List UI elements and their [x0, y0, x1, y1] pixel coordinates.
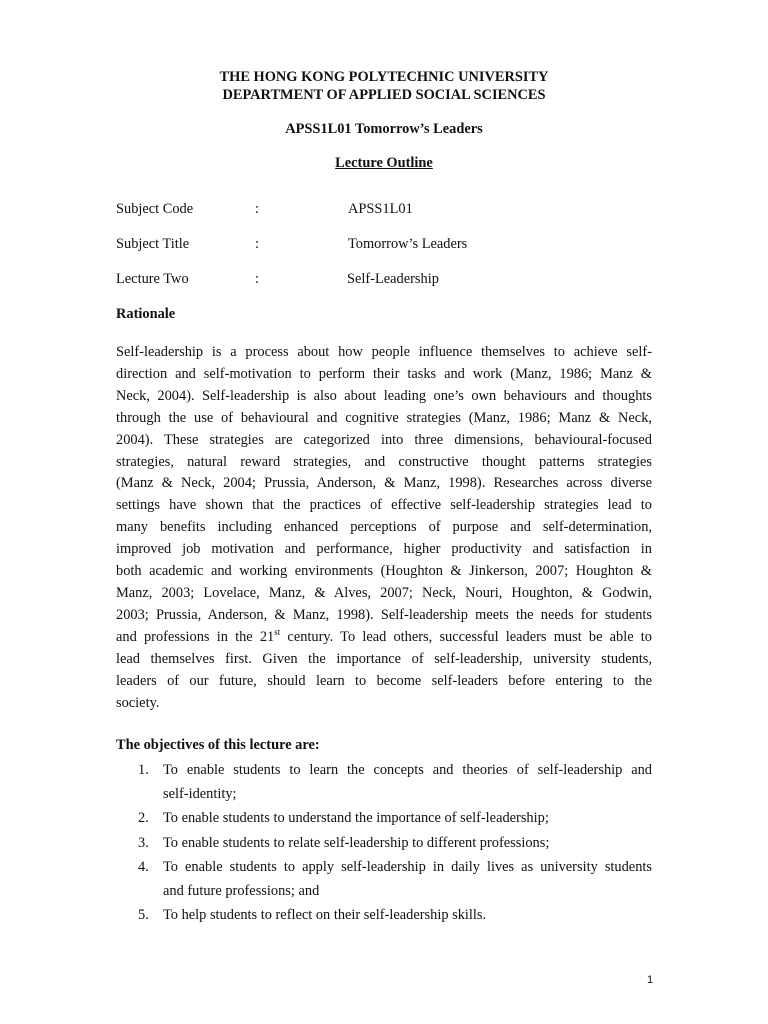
- paragraph-line: through the use of behavioural and cognitive strategies (Manz, 1986; Manz & Neck,: [116, 409, 652, 426]
- paragraph-line: improved job motivation and performance, higher productivity and satisfaction in: [116, 541, 652, 558]
- field-label: Subject Code: [116, 201, 194, 217]
- objectives-heading: The objectives of this lecture are:: [116, 737, 320, 753]
- field-value: APSS1L01: [348, 201, 413, 217]
- field-value: Tomorrow’s Leaders: [348, 236, 468, 252]
- paragraph-line: Neck, 2004). Self-leadership is also about leading one’s own behaviours and thoughts: [116, 387, 652, 404]
- paragraph-line: (Manz & Neck, 2004; Prussia, Anderson, & Manz, 1998). Researches across diverse: [116, 475, 652, 492]
- objective-text: and future professions; and: [163, 883, 320, 899]
- objective-text: To enable students to relate self-leadership to different professions;: [163, 835, 550, 851]
- century-text-after: century. To lead others, successful leaders must be able to: [280, 628, 652, 645]
- objective-number: 1.: [138, 762, 149, 778]
- paragraph-line: settings have shown that the practices of effective self-leadership strategies lead to: [116, 497, 652, 514]
- field-subject-code: [116, 201, 676, 221]
- outline-title-wrap: [0, 155, 768, 172]
- rationale-paragraph: [116, 342, 652, 714]
- paragraph-line: Manz, 2003; Lovelace, Manz, & Alves, 2007; Neck, Nouri, Houghton, & Godwin,: [116, 584, 652, 601]
- ordinal-superscript: st: [274, 626, 281, 637]
- field-colon: :: [255, 236, 259, 252]
- paragraph-line: 2004). These strategies are categorized into three dimensions, behavioural-focused: [116, 431, 652, 448]
- century-text-before: and professions in the 21: [116, 628, 275, 645]
- field-label: Lecture Two: [116, 271, 189, 287]
- field-value: Self-Leadership: [347, 271, 439, 287]
- objective-number: 3.: [138, 835, 149, 851]
- university-title: THE HONG KONG POLYTECHNIC UNIVERSITY: [219, 69, 549, 85]
- objective-number: 5.: [138, 907, 149, 923]
- rationale-heading: Rationale: [116, 306, 176, 322]
- paragraph-line: leaders of our future, should learn to become self-leaders before entering to the: [116, 672, 652, 689]
- field-label: Subject Title: [116, 236, 190, 252]
- objective-number: 2.: [138, 810, 149, 826]
- outline-title: Lecture Outline: [335, 155, 433, 171]
- page-number: 1: [646, 974, 654, 986]
- subject-line: APSS1L01 Tomorrow’s Leaders: [285, 121, 483, 137]
- objective-text: To enable students to learn the concepts and theories of self-leadership and: [163, 762, 652, 778]
- paragraph-line: society.: [116, 694, 160, 711]
- paragraph-line: Self-leadership is a process about how people influence themselves to achieve self-: [116, 344, 652, 360]
- paragraph-line: lead themselves first. Given the importance of self-leadership, university students,: [116, 650, 652, 667]
- objective-text: To enable students to understand the importance of self-leadership;: [163, 810, 549, 826]
- field-colon: :: [255, 271, 259, 287]
- paragraph-line: strategies, natural reward strategies, and constructive thought patterns strategies: [116, 453, 652, 470]
- field-lecture-two: [116, 271, 676, 291]
- objective-number: 4.: [138, 859, 149, 875]
- department-title: DEPARTMENT OF APPLIED SOCIAL SCIENCES: [222, 87, 546, 103]
- objective-text: To enable students to apply self-leadership in daily lives as university students: [163, 859, 652, 875]
- field-colon: :: [255, 201, 259, 217]
- paragraph-line: direction and self-motivation to perform their tasks and work (Manz, 1986; Manz &: [116, 365, 652, 382]
- paragraph-line: many benefits including enhanced perceptions of purpose and self-determination,: [116, 519, 652, 536]
- paragraph-line-century: [116, 627, 652, 649]
- paragraph-line: 2003; Prussia, Anderson, & Manz, 1998). Self-leadership meets the needs for students: [116, 606, 652, 623]
- objective-text: self-identity;: [163, 786, 237, 802]
- paragraph-line: both academic and working environments (Houghton & Jinkerson, 2007; Houghton &: [116, 563, 652, 580]
- field-subject-title: [116, 236, 676, 256]
- objective-text: To help students to reflect on their self-leadership skills.: [163, 907, 487, 923]
